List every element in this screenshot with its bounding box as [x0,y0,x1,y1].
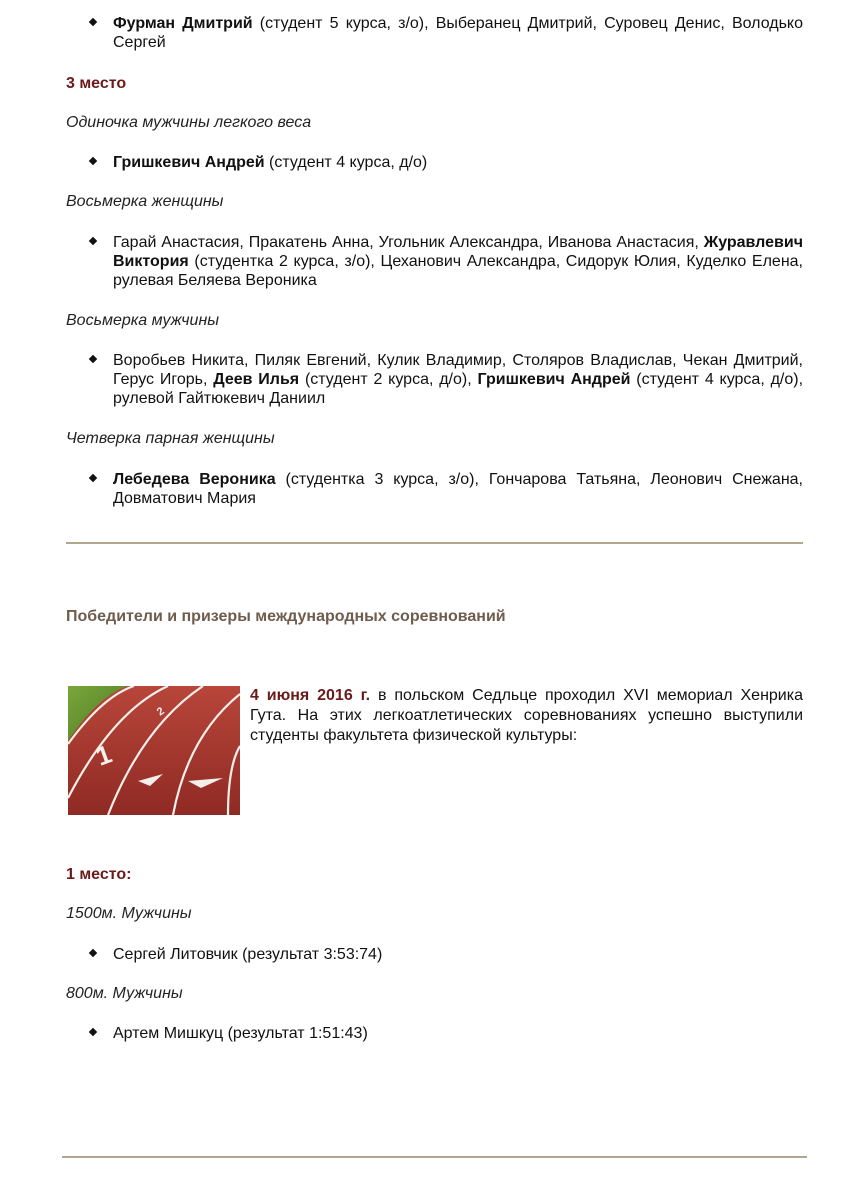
athlete-name: Гришкевич Андрей [113,154,265,171]
bullet-icon [89,355,97,363]
list-item-text: Артем Мишкуц (результат 1:51:43) [113,1025,368,1042]
athlete-details: (студент 4 курса, д/о), рулевой Гайтюкевич Даниил [113,371,804,407]
list-item [90,14,803,52]
page-footer-divider [62,1156,807,1158]
athlete-name: Журавлевич Виктория [113,234,803,270]
bullet-icon [89,474,97,482]
athlete-name: Гришкевич Андрей [477,371,631,388]
news-body: в польском Седльце проходил XVI мемориал Хенрика Гута. На этих легкоатлетических соревнованиях успешно выступили студенты факультета физической культуры: [250,687,803,744]
athlete-details: (студент 2 курса, д/о), [299,371,478,388]
place-heading: 1 место: [66,866,132,883]
athlete-name: Деев Илья [213,371,300,388]
lane-number-label: 1 [91,738,116,772]
news-paragraph [250,686,803,746]
section-divider [66,542,803,544]
list-item-text: Сергей Литовчик (результат 3:53:74) [113,946,383,963]
category-title: Восьмерка женщины [66,193,224,210]
athlete-details: (студент 4 курса, д/о) [264,154,428,171]
list-item-text [113,233,803,290]
athlete-details: (студентка 2 курса, з/о), Цеханович Александра, Сидорук Юлия, Куделко Елена, рулевая Беляева Вероника [113,253,803,289]
list-item [90,153,803,172]
list-item [90,470,803,508]
list-item-text [113,470,803,508]
athlete-details: Гарай Анастасия, Пракатень Анна, Угольник Александра, Иванова Анастасия, [113,234,704,251]
news-date: 4 июня 2016 г. [250,687,371,704]
athlete-details: Воробьев Никита, Пиляк Евгений, Кулик Владимир, Столяров Владислав, Чекан Дмитрий, Герус Игорь, [113,352,803,388]
bullet-icon [89,1028,97,1036]
list-item [90,1024,803,1043]
running-track-image [68,686,240,815]
category-title: 1500м. Мужчины [66,905,192,922]
category-title: Восьмерка мужчины [66,312,220,329]
bullet-icon [89,157,97,165]
athlete-name: Лебедева Вероника [113,471,276,488]
bullet-icon [89,949,97,957]
bullet-icon [89,18,97,26]
bullet-icon [89,237,97,245]
athlete-details: (студентка 3 курса, з/о), Гончарова Татьяна, Леонович Снежана, Довматович Мария [113,471,804,507]
category-title: 800м. Мужчины [66,985,183,1002]
list-item [90,233,803,290]
list-item-text [113,153,803,172]
svg-text:2: 2 [154,705,167,719]
section-title: Победители и призеры международных соревнований [66,608,506,625]
list-item [90,945,803,964]
list-item-text [113,14,803,52]
category-title: Одиночка мужчины легкого веса [66,114,312,131]
list-item-text [113,351,803,408]
athlete-details: (студент 5 курса, з/о), Выберанец Дмитрий, Суровец Денис, Володько Сергей [113,15,803,51]
category-title: Четверка парная женщины [66,430,275,447]
place-heading: 3 место [66,75,127,92]
list-item [90,351,803,408]
athlete-name: Фурман Дмитрий [113,15,253,32]
